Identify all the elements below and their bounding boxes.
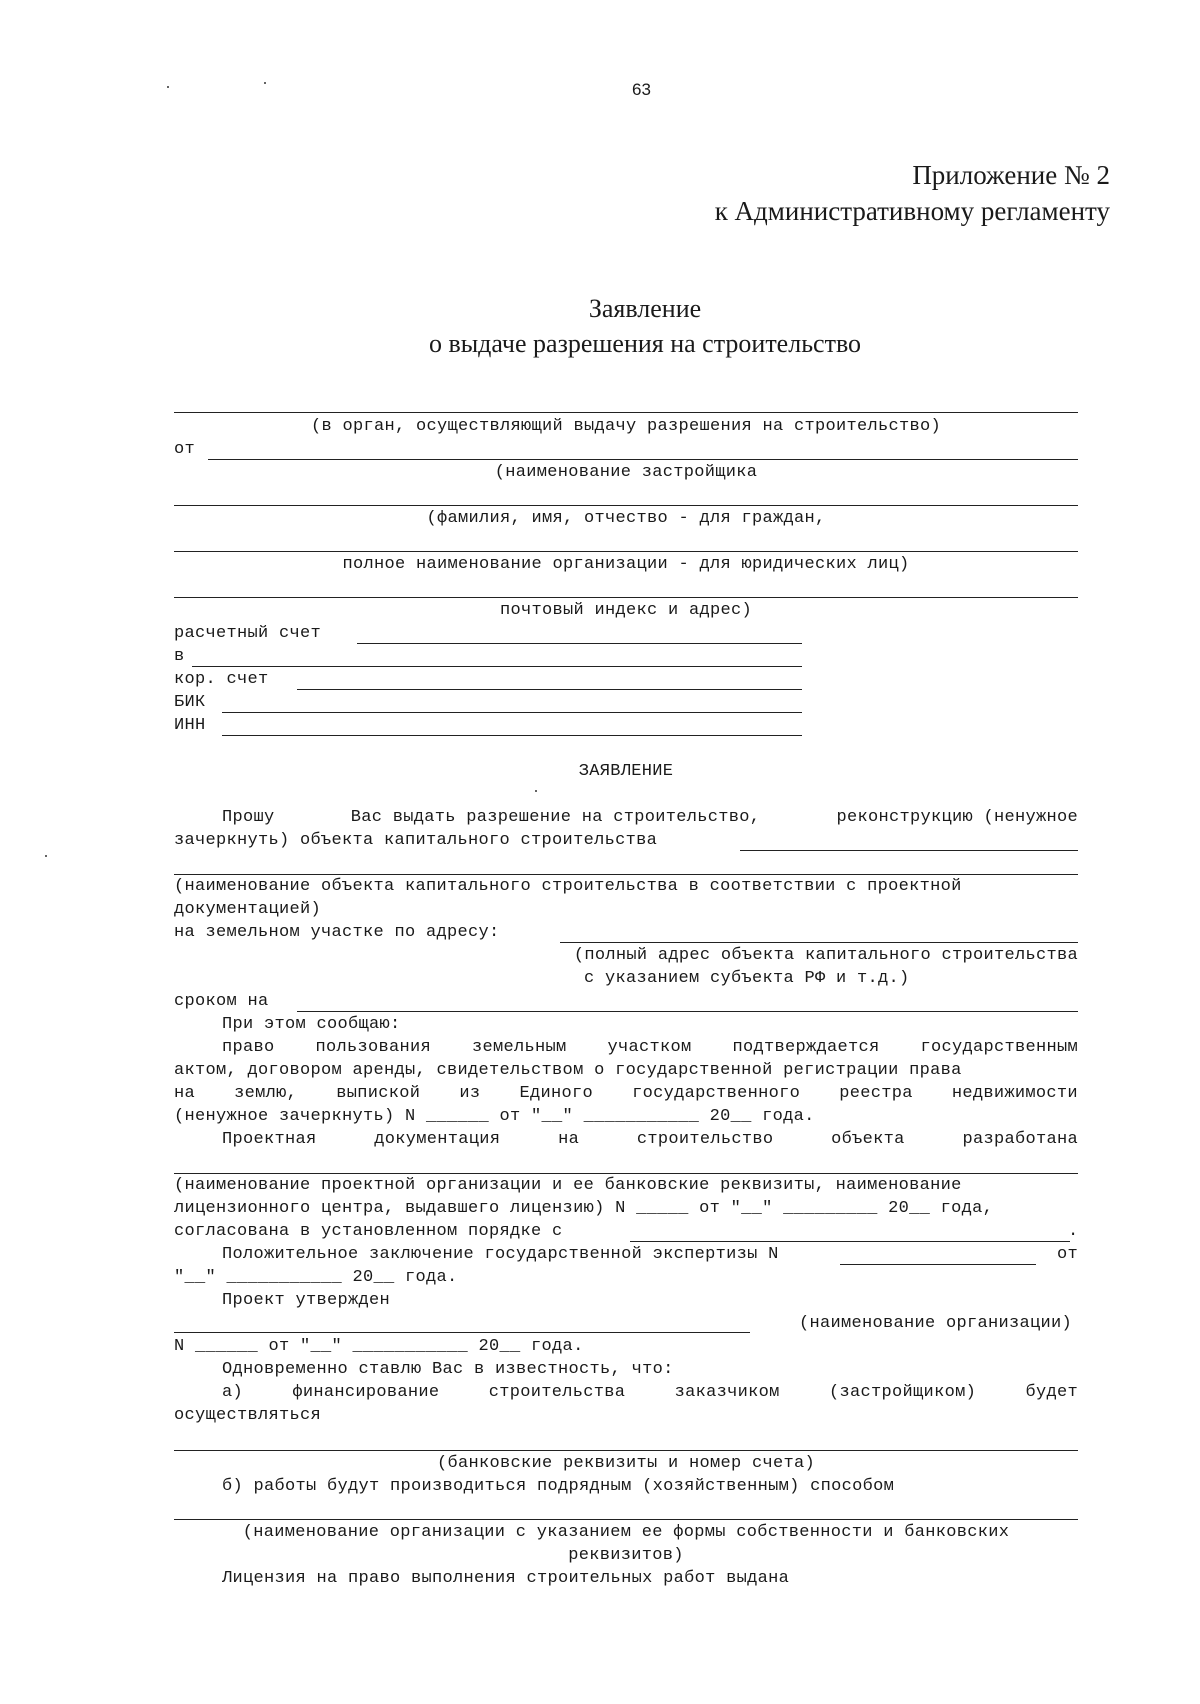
developer-field-line[interactable] (208, 459, 1078, 460)
document-subtitle: о выдаче разрешения на строительство (428, 329, 862, 358)
text-span: реестра (839, 1084, 913, 1103)
text-span: подтверждается (732, 1038, 880, 1057)
right-line-2: актом, договором аренды, свидетельством о государственной регистрации права (174, 1061, 962, 1080)
approved-label: Проект утвержден (222, 1291, 391, 1310)
developer-caption: (наименование застройщика (494, 463, 758, 482)
finance-line-2: осуществляться (174, 1406, 322, 1425)
from-label: от (174, 440, 196, 459)
expert-from: от (1056, 1245, 1078, 1264)
in-label: в (174, 647, 185, 666)
text-span: объекта (831, 1130, 905, 1149)
project-org-field-line[interactable] (174, 1173, 1078, 1174)
bank-field-line[interactable] (192, 666, 802, 667)
land-label: на земельном участке по адресу: (174, 923, 500, 942)
inform-label: При этом сообщаю: (222, 1015, 401, 1034)
works-caption-line-2: реквизитов) (568, 1546, 684, 1565)
scan-speck (264, 82, 266, 84)
text-span: государственного (632, 1084, 801, 1103)
text-span: землю, (234, 1084, 298, 1103)
text-span: документация (374, 1130, 501, 1149)
object-caption-line-2: документацией) (174, 900, 322, 919)
right-line-3 (174, 1084, 1078, 1103)
address-caption-line-1: (полный адрес объекта капитального строительства (573, 946, 1078, 965)
finance-line-1 (222, 1383, 1078, 1402)
right-line-1 (222, 1038, 1078, 1057)
expert-line-1: Положительное заключение государственной экспертизы N (222, 1245, 779, 1264)
org-caption: полное наименование организации - для юридических лиц) (342, 555, 910, 574)
text-span: разработана (962, 1130, 1078, 1149)
text-span: строительство (636, 1130, 774, 1149)
corr-field-line[interactable] (297, 689, 802, 690)
fio-caption: (фамилия, имя, отчество - для граждан, (426, 509, 826, 528)
bik-field-line[interactable] (222, 712, 802, 713)
appendix-line-2: к Административному регламенту (714, 196, 1110, 226)
text-span: заказчиком (674, 1383, 780, 1402)
org-name-caption: (наименование организации) (798, 1314, 1072, 1333)
bank-details-field-line[interactable] (174, 1450, 1078, 1451)
text-span: недвижимости (951, 1084, 1078, 1103)
document-title: Заявление (588, 294, 702, 323)
project-line-1 (222, 1130, 1078, 1149)
object-inline-field-line[interactable] (740, 850, 1078, 851)
account-field-line[interactable] (357, 643, 802, 644)
works-caption-line-1: (наименование организации с указанием ее формы собственности и банковских (242, 1523, 1010, 1542)
notice-label: Одновременно ставлю Вас в известность, что: (222, 1360, 674, 1379)
license-line: Лицензия на право выполнения строительных работ выдана (222, 1569, 790, 1588)
scan-speck (535, 790, 537, 792)
statement-heading: ЗАЯВЛЕНИЕ (578, 762, 674, 781)
address-field-line[interactable] (174, 597, 1078, 598)
project-caption-line-1: (наименование проектной организации и ее банковские реквизиты, наименование (174, 1176, 962, 1195)
scan-speck (167, 86, 169, 88)
paragraph-1-line-2: зачеркнуть) объекта капитального строительства (174, 831, 658, 850)
scan-speck (45, 855, 47, 857)
term-field-line[interactable] (297, 1011, 1078, 1012)
org-field-line[interactable] (174, 551, 1078, 552)
text-span: Единого (519, 1084, 594, 1103)
text-span: из (459, 1084, 481, 1103)
text-span: государственным (920, 1038, 1078, 1057)
agreed-field-line[interactable] (630, 1241, 1070, 1242)
bik-label: БИК (174, 693, 206, 712)
page-number: 63 (632, 80, 651, 99)
right-line-4: (ненужное зачеркнуть) N ______ от "__" ___________ 20__ года. (174, 1107, 815, 1126)
object-caption-line-1: (наименование объекта капитального строительства в соответствии с проектной (174, 877, 962, 896)
object-field-line[interactable] (174, 874, 1078, 875)
text-span: пользования (315, 1038, 432, 1057)
corr-label: кор. счет (174, 670, 269, 689)
bank-caption: (банковские реквизиты и номер счета) (436, 1454, 816, 1473)
expert-line-2: "__" ___________ 20__ года. (174, 1268, 458, 1287)
text-span: реконструкцию (ненужное (836, 808, 1078, 827)
agreed-end: . (1068, 1222, 1079, 1241)
approved-line: N ______ от "__" ___________ 20__ года. (174, 1337, 584, 1356)
text-span: на (174, 1084, 196, 1103)
appendix-line-1: Приложение № 2 (912, 160, 1110, 190)
agreed-line: согласована в установленном порядке с (174, 1222, 563, 1241)
term-label: сроком на (174, 992, 269, 1011)
inn-label: ИНН (174, 716, 206, 735)
account-label: расчетный счет (174, 624, 322, 643)
text-span: Прошу (222, 808, 275, 827)
paragraph-1-line-1 (222, 808, 1078, 827)
text-span: финансирование (292, 1383, 440, 1402)
organ-caption: (в орган, осуществляющий выдачу разрешения на строительство) (310, 417, 942, 436)
text-span: (застройщиком) (829, 1383, 977, 1402)
address-caption-line-2: с указанием субъекта РФ и т.д.) (584, 969, 910, 988)
approved-org-field-line[interactable] (174, 1332, 750, 1333)
fio-field-line[interactable] (174, 505, 1078, 506)
text-span: участком (607, 1038, 692, 1057)
text-span: на (558, 1130, 580, 1149)
text-span: строительства (488, 1383, 626, 1402)
text-span: выпиской (336, 1084, 421, 1103)
organ-field-line[interactable] (174, 412, 1078, 413)
project-caption-line-2: лицензионного центра, выдавшего лицензию) N _____ от "__" _________ 20__ года, (174, 1199, 994, 1218)
land-address-field-line[interactable] (560, 942, 1078, 943)
text-span: Вас выдать разрешение на строительство, (350, 808, 761, 827)
text-span: право (222, 1038, 275, 1057)
address-caption: почтовый индекс и адрес) (499, 601, 753, 620)
text-span: а) (222, 1383, 244, 1402)
expert-number-field-line[interactable] (840, 1264, 1036, 1265)
text-span: земельным (471, 1038, 567, 1057)
works-org-field-line[interactable] (174, 1519, 1078, 1520)
text-span: Проектная (222, 1130, 317, 1149)
inn-field-line[interactable] (222, 735, 802, 736)
text-span: будет (1025, 1383, 1078, 1402)
works-line: б) работы будут производиться подрядным (хозяйственным) способом (222, 1477, 895, 1496)
